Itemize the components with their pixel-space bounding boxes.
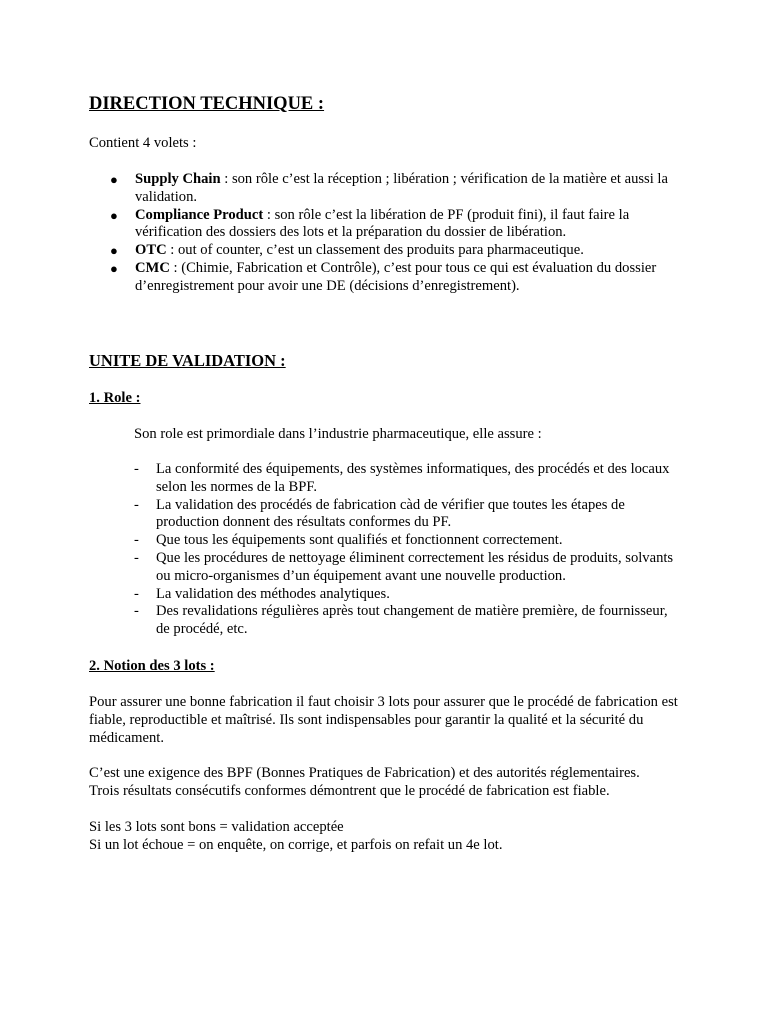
list-item <box>134 586 685 604</box>
dash-icon: - <box>134 532 139 549</box>
section1-intro: Contient 4 volets : <box>89 135 197 151</box>
role-intro: Son role est primordiale dans l’industrie pharmaceutique, elle assure : <box>134 426 542 442</box>
list-item-text: : son rôle c’est la réception ; libération ; vérification de la matière et aussi la validation. <box>135 171 668 205</box>
list-item <box>134 461 685 497</box>
dash-icon: - <box>134 461 139 477</box>
volets-list <box>89 171 685 296</box>
dash-icon: - <box>134 603 139 620</box>
dash-icon: - <box>134 585 139 602</box>
list-item <box>89 207 685 243</box>
list-item <box>134 603 685 639</box>
bullet-icon: ● <box>110 243 118 259</box>
list-item <box>134 550 685 586</box>
list-item-text: La validation des méthodes analytiques. <box>156 585 390 602</box>
list-item-text: : son rôle c’est la libération de PF (produit fini), il faut faire la vérification des dossiers des lots et la préparation du dossier de libération. <box>135 206 630 241</box>
lots-paragraph-3 <box>89 819 685 855</box>
lots-paragraph-1: Pour assurer une bonne fabrication il faut choisir 3 lots pour assurer que le procédé de fabrication est fiable, reproductible et maîtrisé. Ils sont indispensables pour garantir la qualité et la sécurité du médicament. <box>89 694 678 746</box>
section-title-unite-de-validation: UNITE DE VALIDATION : <box>89 351 286 370</box>
list-item-text: La validation des procédés de fabrication càd de vérifier que toutes les étapes de production donnent des résultats conformes du PF. <box>156 496 625 531</box>
paragraph-line: Si les 3 lots sont bons = validation acceptée <box>89 819 344 835</box>
list-item-text: Des revalidations régulières après tout changement de matière première, de fournisseur, de procédé, etc. <box>156 603 668 638</box>
bullet-icon: ● <box>110 172 118 187</box>
list-item <box>134 497 685 533</box>
list-item-text: La conformité des équipements, des systèmes informatiques, des procédés et des locaux selon les normes de la BPF. <box>156 461 670 495</box>
list-item <box>89 242 685 260</box>
paragraph-line: C’est une exigence des BPF (Bonnes Pratiques de Fabrication) et des autorités réglementaires. <box>89 765 640 781</box>
section-title-direction-technique: DIRECTION TECHNIQUE : <box>89 94 325 114</box>
list-item-text: Que tous les équipements sont qualifiés et fonctionnent correctement. <box>156 532 563 549</box>
list-item-term: CMC <box>135 259 170 276</box>
list-item <box>89 260 685 296</box>
list-item-text: : out of counter, c’est un classement des produits para pharmaceutique. <box>166 242 584 259</box>
list-item <box>89 171 685 207</box>
role-list <box>134 461 685 639</box>
paragraph-line: Si un lot échoue = on enquête, on corrige, et parfois on refait un 4e lot. <box>89 836 503 853</box>
paragraph-line: Trois résultats consécutifs conformes démontrent que le procédé de fabrication est fiable. <box>89 782 610 799</box>
list-item-term: Supply Chain <box>135 171 221 187</box>
list-item-text: : (Chimie, Fabrication et Contrôle), c’est pour tous ce qui est évaluation du dossier d’enregistrement pour avoir une DE (décisions d’enregistrement). <box>135 259 657 294</box>
bullet-icon: ● <box>110 207 118 223</box>
list-item <box>134 532 685 550</box>
bullet-icon: ● <box>110 260 118 276</box>
dash-icon: - <box>134 549 139 566</box>
list-item-text: Que les procédures de nettoyage éliminent correctement les résidus de produits, solvants ou micro-organismes d’un équipement avant une nouvelle production. <box>156 549 674 584</box>
dash-icon: - <box>134 496 139 513</box>
lots-heading: 2. Notion des 3 lots : <box>89 658 215 674</box>
list-item-term: Compliance Product <box>135 206 264 223</box>
lots-paragraph-2 <box>89 765 685 801</box>
list-item-term: OTC <box>135 242 167 259</box>
role-heading: 1. Role : <box>89 390 141 406</box>
